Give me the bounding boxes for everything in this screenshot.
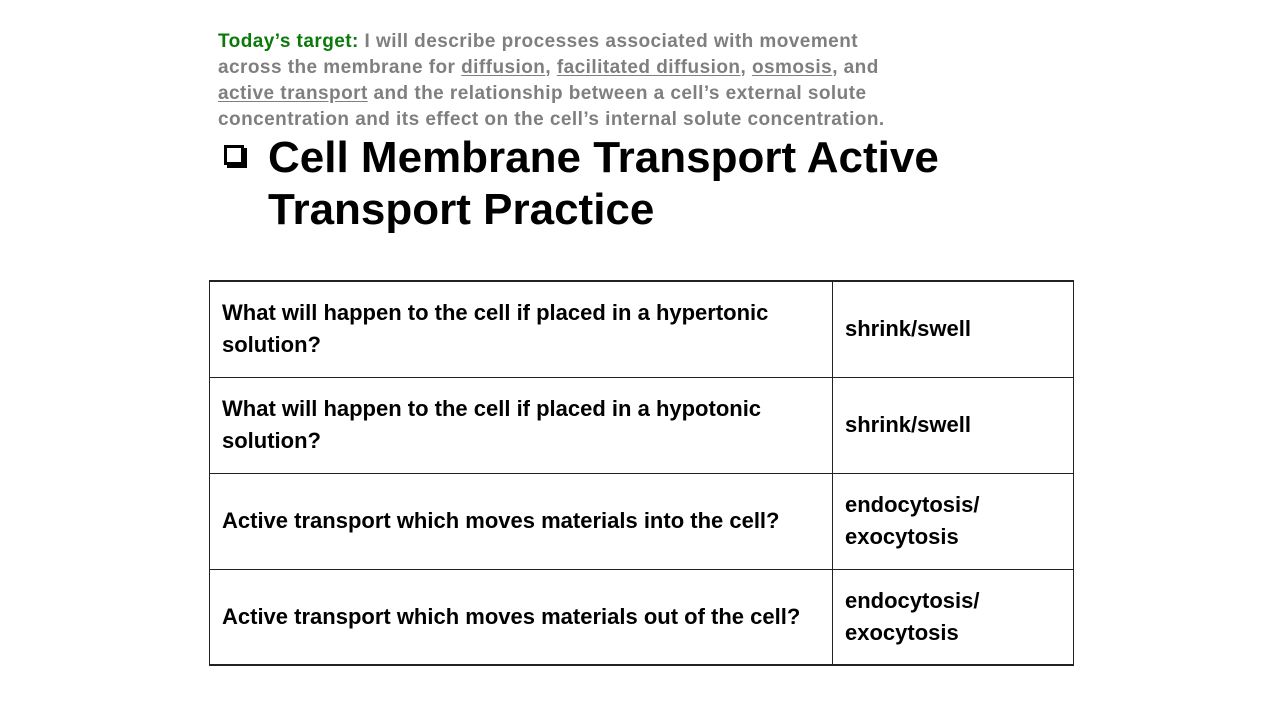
answer-cell: shrink/swell (833, 377, 1074, 473)
question-cell: Active transport which moves materials into the cell? (210, 473, 833, 569)
target-text-4: and the relationship between a cell’s external solute (367, 83, 867, 104)
answer-cell: shrink/swell (833, 281, 1074, 377)
term-facilitated-diffusion: facilitated diffusion (556, 57, 741, 78)
target-line-4 (218, 107, 1048, 133)
target-line-1 (218, 29, 1048, 55)
answer-cell: endocytosis/ exocytosis (833, 473, 1074, 569)
checkbox-bullet-icon (224, 145, 244, 165)
slide-title (268, 132, 1078, 236)
term-diffusion: diffusion (461, 57, 546, 78)
target-text-2: across the membrane for (218, 57, 462, 78)
target-sep-1: , (545, 57, 557, 78)
learning-target (218, 29, 1048, 133)
table-row (210, 281, 1074, 377)
question-cell: What will happen to the cell if placed in a hypertonic solution? (210, 281, 833, 377)
target-line-2 (218, 55, 1048, 81)
table-row (210, 569, 1074, 665)
target-line-3 (218, 81, 1048, 107)
target-text-5: concentration and its effect on the cell’s internal solute concentration. (218, 109, 885, 130)
target-label: Today’s target: (218, 31, 359, 52)
target-text-1: I will describe processes associated with movement (358, 31, 859, 52)
term-active-transport: active transport (218, 83, 368, 104)
table-row (210, 473, 1074, 569)
table-row (210, 377, 1074, 473)
answer-cell: endocytosis/ exocytosis (833, 569, 1074, 665)
target-text-3: , and (832, 57, 879, 78)
target-sep-2: , (740, 57, 752, 78)
term-osmosis: osmosis (751, 57, 833, 78)
question-cell: What will happen to the cell if placed in a hypotonic solution? (210, 377, 833, 473)
practice-table (209, 280, 1074, 666)
question-cell: Active transport which moves materials out of the cell? (210, 569, 833, 665)
title-line-1: Cell Membrane Transport Active (268, 133, 939, 182)
title-line-2: Transport Practice (268, 185, 655, 234)
